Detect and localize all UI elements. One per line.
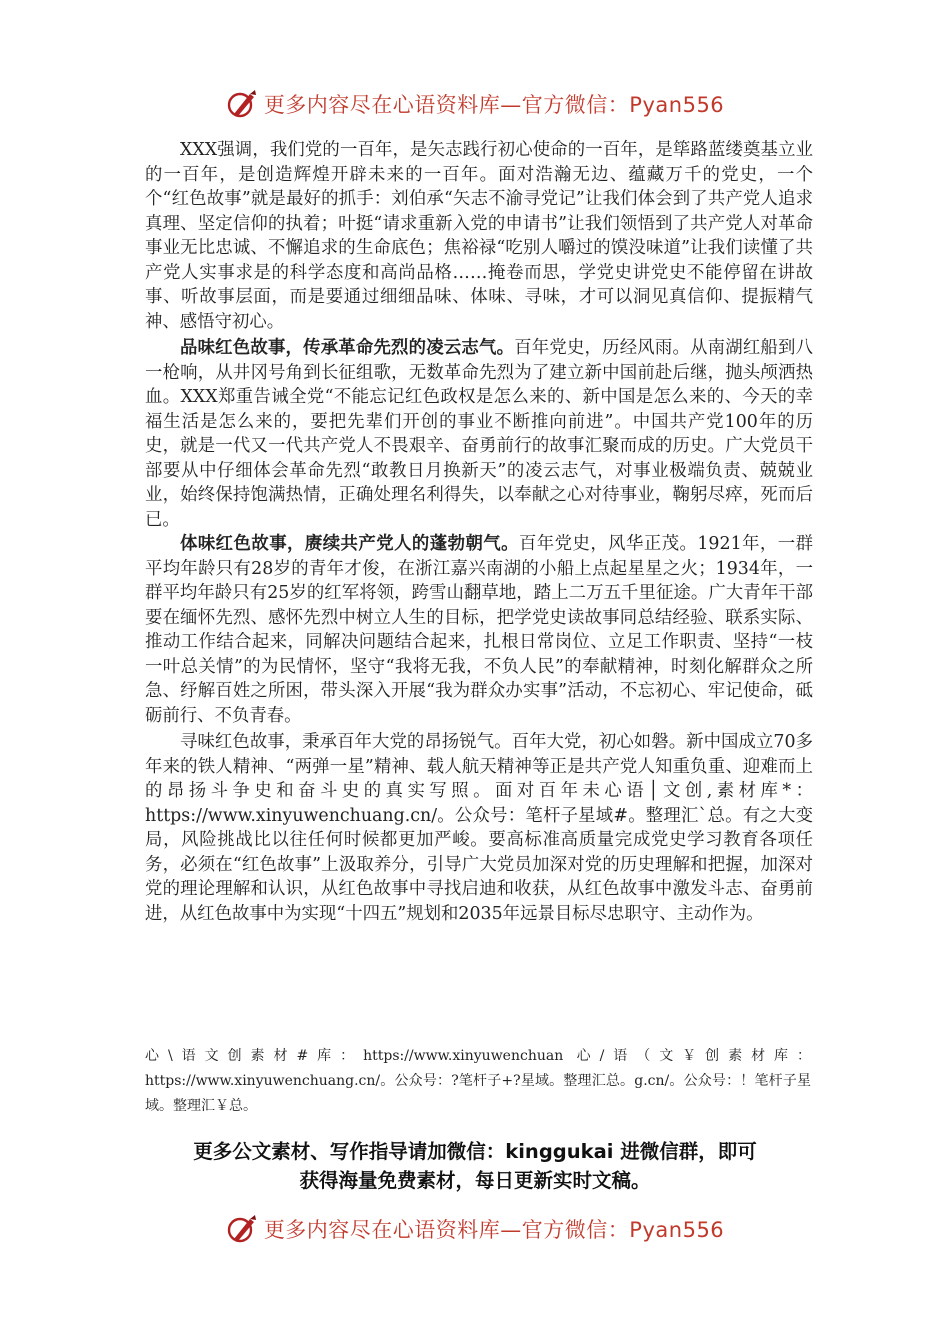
footer-banner-text: 更多内容尽在心语资料库—官方微信：Pyan556 [263, 1218, 725, 1242]
paragraph-2-lead: 品味红色故事，传承革命先烈的凌云志气。 [180, 338, 515, 358]
paragraph-2-text: 百年党史，历经风雨。从南湖红船到八一枪响，从井冈号角到长征组歌，无数革命先烈为了建立新中国前赴后继，抛头颅洒热血。XXX郑重告诫全党“不能忘记红色政权是怎么来的、新中国是怎么来的、今天的幸福生活是怎么来的，要把先辈们开创的事业不断推向前进”。中国共产党100年的历史，就是一代又一代共产党人不畏艰辛、奋勇前行的故事汇聚而成的历史。广大党员干部要从中仔细体会革命先烈“敢教日月换新天”的凌云志气，对事业极端负责、兢兢业业，始终保持饱满热情，正确处理名利得失，以奉献之心对待事业，鞠躬尽瘁，死而后已。 [145, 338, 813, 530]
promo-block [130, 1137, 820, 1195]
paragraph-2 [145, 336, 813, 532]
paragraph-4-text: 寻味红色故事，秉承百年大党的昂扬锐气。百年大党，初心如磐。新中国成立70多年来的铁人精神、“两弹一星”精神、载人航天精神等正是共产党人知重负重、迎难而上的昂扬斗争史和奋斗史的真实写照。面对百年未心语│文创,素材库*：https://www.xinyuwenchuang.cn/。公众号：笔杆子星域#。整理汇`总。有之大变局，风险挑战比以往任何时候都更加严峻。要高标准高质量完成党史学习教育各项任务，必须在“红色故事”上汲取养分，引导广大党员加深对党的历史理解和把握，加深对党的理论理解和认识，从红色故事中寻找启迪和收获，从红色故事中激发斗志、奋勇前进，从红色故事中为实现“十四五”规划和2035年远景目标尽忠职守、主动作为。 [145, 732, 813, 924]
watermark-note: 心\语文创素材#库：https://www.xinyuwenchuan 心/语（文￥创素材库：https://www.xinyuwenchuang.cn/。公众号：?笔杆子+?星域。整理汇总。g.cn/。公众号：！笔杆子星域。整理汇￥总。 [145, 1048, 811, 1114]
footer-banner [0, 1207, 950, 1251]
promo-line-2: 获得海量免费素材，每日更新实时文稿。 [299, 1169, 651, 1192]
paragraph-1 [145, 138, 813, 334]
promo-line-1: 更多公文素材、写作指导请加微信：kinggukai 进微信群，即可 [193, 1140, 757, 1163]
paragraph-4 [145, 730, 813, 926]
header-banner-text: 更多内容尽在心语资料库—官方微信：Pyan556 [263, 93, 725, 117]
paragraph-3 [145, 532, 813, 728]
pen-nib-circle-icon [226, 88, 258, 120]
article-body [145, 138, 813, 926]
header-banner [0, 82, 950, 126]
paragraph-3-text: 百年党史，风华正茂。1921年，一群平均年龄只有28岁的青年才俊，在浙江嘉兴南湖的小船上点起星星之火；1934年，一群平均年龄只有25岁的红军将领，跨雪山翻草地，踏上二万五千里征途。广大青年干部要在缅怀先烈、感怀先烈中树立人生的目标，把学党史读故事同总结经验、联系实际、推动工作结合起来，同解决问题结合起来，扎根日常岗位、立足工作职责、坚持“一枝一叶总关情”的为民情怀，坚守“我将无我，不负人民”的奉献精神，时刻化解群众之所急、纾解百姓之所困，带头深入开展“我为群众办实事”活动，不忘初心、牢记使命，砥砺前行、不负青春。 [145, 534, 813, 726]
paragraph-1-text: XXX强调，我们党的一百年，是矢志践行初心使命的一百年，是筚路蓝缕奠基立业的一百年，是创造辉煌开辟未来的一百年。面对浩瀚无边、蕴藏万千的党史，一个个“红色故事”就是最好的抓手：刘伯承“矢志不渝寻党记”让我们体会到了共产党人追求真理、坚定信仰的执着；叶挺“请求重新入党的申请书”让我们领悟到了共产党人对革命事业无比忠诚、不懈追求的生命底色；焦裕禄“吃别人嚼过的馍没味道”让我们读懂了共产党人实事求是的科学态度和高尚品格……掩卷而思，学党史讲党史不能停留在讲故事、听故事层面，而是要通过细细品味、体味、寻味，才可以洞见真信仰、提振精气神、感悟守初心。 [145, 140, 813, 332]
paragraph-3-lead: 体味红色故事，赓续共产党人的蓬勃朝气。 [180, 534, 519, 554]
pen-nib-circle-icon [226, 1213, 258, 1245]
